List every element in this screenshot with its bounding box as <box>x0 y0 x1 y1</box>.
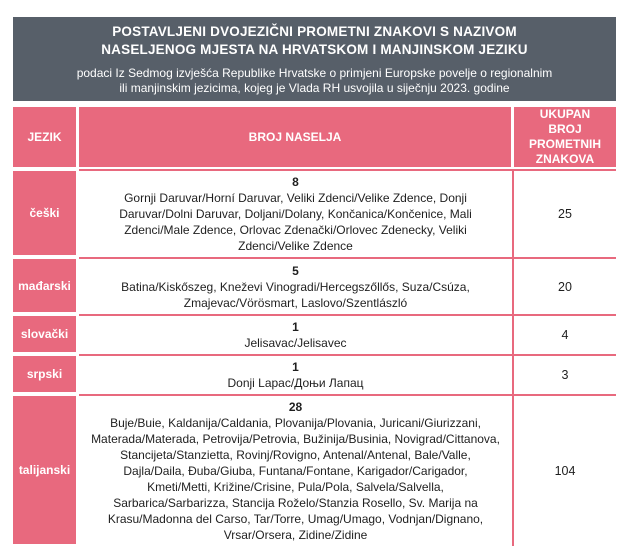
column-header-broj-naselja: BROJ NASELJA <box>79 107 511 167</box>
title-box <box>13 17 616 101</box>
total-signs-cell: 3 <box>514 354 616 394</box>
language-label: srpski <box>13 356 76 392</box>
language-label: talijanski <box>13 396 76 544</box>
table-row-talijanski <box>13 394 616 546</box>
page-title-line-2: NASELJENOG MJESTA NA HRVATSKOM I MANJINSKOM JEZIKU <box>101 41 528 57</box>
settlements-cell <box>79 354 514 394</box>
language-label: češki <box>13 171 76 255</box>
total-signs-cell: 4 <box>514 314 616 354</box>
settlement-list: Jelisavac/Jelisavec <box>244 336 347 350</box>
language-label: slovački <box>13 316 76 352</box>
data-table <box>13 107 616 546</box>
table-row-madarski <box>13 257 616 314</box>
total-signs-cell: 25 <box>514 169 616 257</box>
infographic <box>13 17 616 546</box>
language-label: mađarski <box>13 259 76 312</box>
settlements-cell <box>79 169 514 257</box>
table-row-ceski <box>13 169 616 257</box>
total-signs-cell: 20 <box>514 257 616 314</box>
settlement-count: 8 <box>292 175 299 189</box>
page-subtitle-line-1: podaci Iz Sedmog izvješća Republike Hrvatske o primjeni Europske povelje o regionalnim <box>76 65 553 80</box>
total-signs-cell: 104 <box>514 394 616 546</box>
settlement-list: Gornji Daruvar/Horní Daruvar, Veliki Zdenci/Velike Zdence, Donji Daruvar/Dolni Daruvar, Doljani/Dolany, Končanica/Končenice, Mali Zdenci/Male Zdence, Orlovac Zdenački/Orlovec Zdenecky, Veliki Zdenci/Velike Zdence <box>119 191 472 253</box>
settlement-list: Donji Lapac/Доњи Лапац <box>227 376 364 390</box>
settlement-count: 28 <box>288 400 303 414</box>
table-row-srpski <box>13 354 616 394</box>
settlements-cell <box>79 314 514 354</box>
settlement-count: 1 <box>292 320 299 334</box>
table-header-row <box>13 107 616 167</box>
settlement-list: Batina/Kiskőszeg, Kneževi Vinogradi/Hercegszőllős, Suza/Csúza, Zmajevac/Vörösmart, Laslovo/Szentlászló <box>121 279 470 310</box>
page-subtitle <box>77 66 553 96</box>
table-row-slovacki <box>13 314 616 354</box>
settlement-count: 1 <box>292 360 299 374</box>
settlements-cell <box>79 257 514 314</box>
column-header-jezik: JEZIK <box>13 107 76 167</box>
page-title-line-1: POSTAVLJENI DVOJEZIČNI PROMETNI ZNAKOVI S NAZIVOM <box>112 23 517 39</box>
settlements-cell <box>79 394 514 546</box>
page-subtitle-line-2: ili manjinskim jezicima, kojeg je Vlada RH usvojila u siječnju 2023. godine <box>119 80 510 95</box>
settlement-count: 5 <box>292 263 299 278</box>
settlement-list: Buje/Buie, Kaldanija/Caldania, Plovanija/Plovania, Juricani/Giurizzani, Materada/Materada, Petrovija/Petrovia, Bužinija/Businia, Novigrad/Cittanova, Stancijeta/Stanzietta, Rovinj/Rovigno, Antenal/Antenal, Bale/Valle, Dajla/Daila, Đuba/Giuba, Funtana/Fontane, Karigador/Carigador, Kmeti/Metti, Križine/Crisine, Pula/Pola, Salvela/Salvella, Sarbarica/Sarbarizza, Stancija Roželo/Stanzia Rosello, Sv. Marija na Krasu/Madonna del Carso, Tar/Torre, Umag/Umago, Vodnjan/Dignano, Vrsar/Orsera, Zidine/Zidine <box>91 416 500 542</box>
column-header-ukupan-broj: UKUPAN BROJ PROMETNIH ZNAKOVA <box>514 107 616 167</box>
